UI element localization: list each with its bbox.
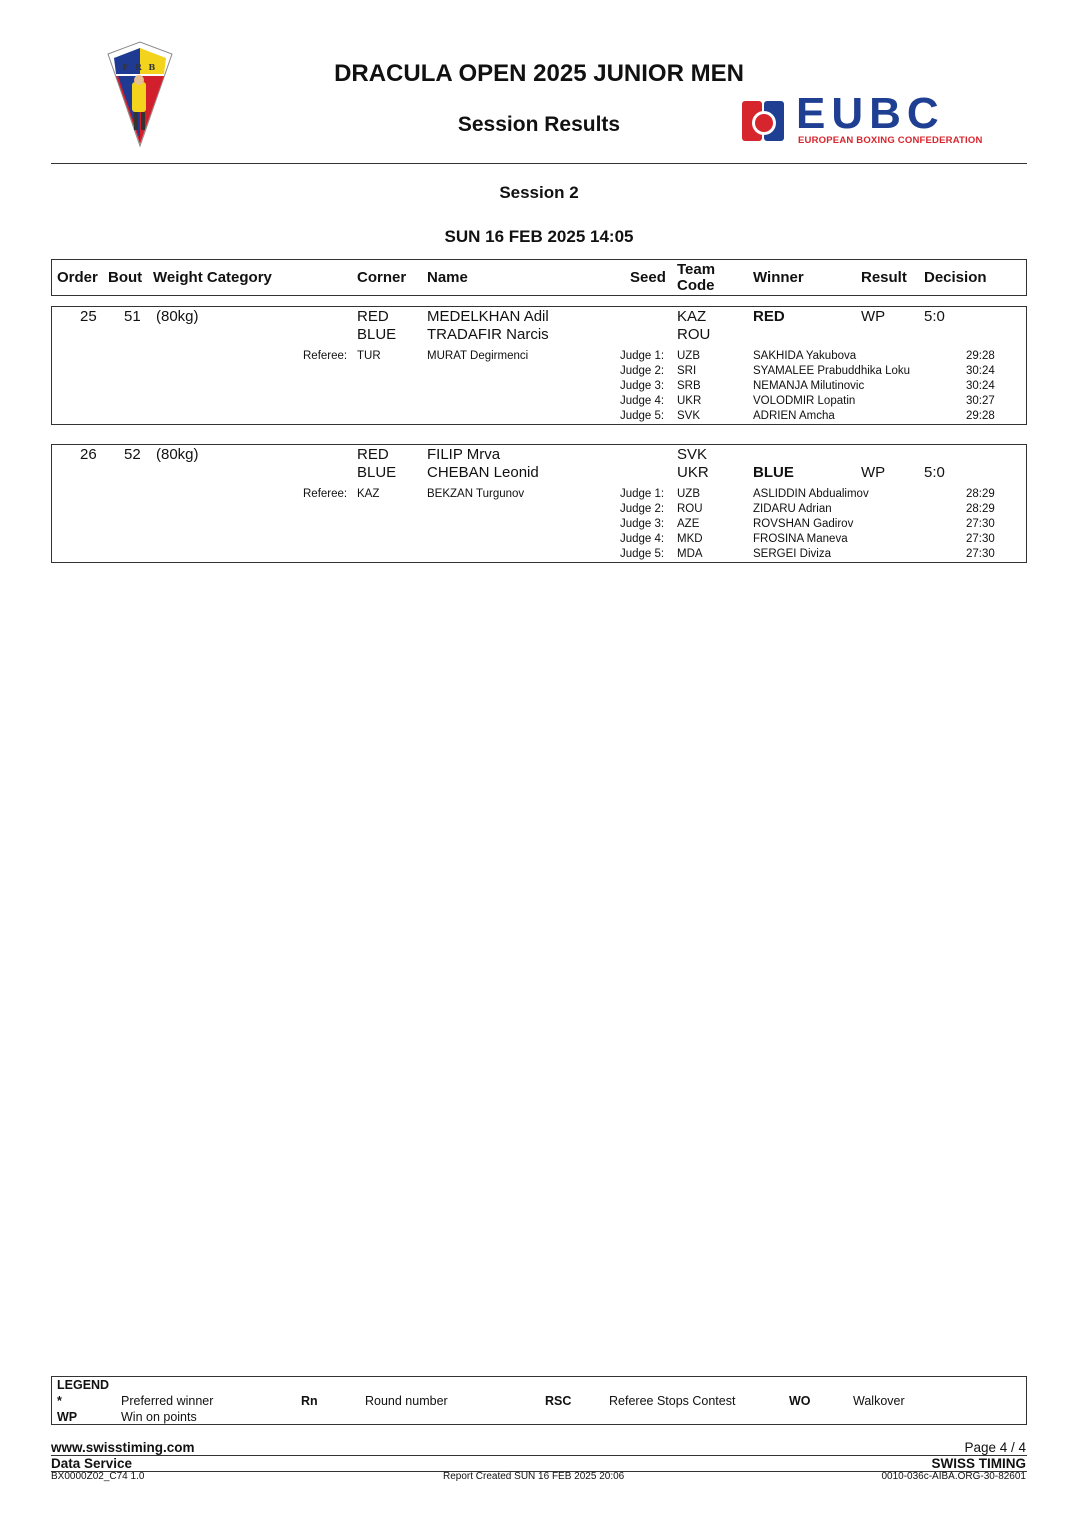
judge-score: 30:24: [966, 365, 995, 377]
judge-name: ZIDARU Adrian: [753, 503, 832, 515]
col-code: Code: [677, 277, 715, 294]
judge-score: 27:30: [966, 533, 995, 545]
red-corner: RED: [357, 446, 389, 463]
judge-name: VOLODMIR Lopatin: [753, 395, 856, 407]
referee-code: TUR: [357, 350, 381, 362]
judge-code: AZE: [677, 518, 700, 530]
judge-code: UKR: [677, 395, 702, 407]
red-team-code: KAZ: [677, 308, 707, 325]
col-seed: Seed: [630, 269, 666, 286]
judge-code: SVK: [677, 410, 701, 422]
judge-score: 27:30: [966, 548, 995, 560]
col-weight: Weight Category: [153, 269, 272, 286]
judge-name: ASLIDDIN Abdualimov: [753, 488, 869, 500]
blue-team-code: ROU: [677, 326, 711, 343]
legend-text: Referee Stops Contest: [609, 1394, 736, 1408]
result: WP: [861, 464, 886, 481]
legend-code: RSC: [545, 1394, 572, 1408]
col-team: Team: [677, 261, 716, 278]
blue-boxer-name: CHEBAN Leonid: [427, 464, 539, 481]
blue-corner: BLUE: [357, 464, 397, 481]
referee-name: BEKZAN Turgunov: [427, 488, 525, 500]
judge-score: 29:28: [966, 350, 995, 362]
judge-name: SAKHIDA Yakubova: [753, 350, 857, 362]
weight-category: (80kg): [156, 308, 199, 325]
judge-name: SERGEI Diviza: [753, 548, 831, 560]
legend-code: WP: [57, 1410, 78, 1424]
footer-ref-code: 0010-036c-AIBA.ORG-30-82601: [881, 1471, 1026, 1482]
col-winner: Winner: [753, 269, 804, 286]
judge-label: Judge 2:: [620, 503, 665, 515]
col-bout: Bout: [108, 269, 143, 286]
judge-score: 30:27: [966, 395, 995, 407]
eubc-logo: [740, 89, 1030, 147]
winner: RED: [753, 308, 785, 325]
legend-code: WO: [789, 1394, 811, 1408]
column-header: [51, 259, 1027, 296]
referee-name: MURAT Degirmenci: [427, 350, 529, 362]
judge-score: 28:29: [966, 488, 995, 500]
legend-code: *: [57, 1394, 62, 1408]
judge-label: Judge 5:: [620, 410, 665, 422]
session-label: Session 2: [499, 183, 579, 202]
referee-label: Referee:: [303, 350, 348, 362]
session-datetime: SUN 16 FEB 2025 14:05: [444, 227, 634, 246]
eubc-tagline: EUROPEAN BOXING CONFEDERATION: [798, 135, 983, 146]
judge-name: ROVSHAN Gadirov: [753, 518, 854, 530]
bout-number: 51: [124, 308, 141, 325]
judge-label: Judge 1:: [620, 488, 665, 500]
page-number: Page 4 / 4: [964, 1440, 1026, 1455]
referee-label: Referee:: [303, 488, 348, 500]
judge-name: NEMANJA Milutinovic: [753, 380, 865, 392]
col-corner: Corner: [357, 269, 407, 286]
blue-corner: BLUE: [357, 326, 397, 343]
decision: 5:0: [924, 308, 945, 325]
footer-doc-code: BX0000Z02_C74 1.0: [51, 1471, 145, 1482]
judge-score: 29:28: [966, 410, 995, 422]
judge-name: SYAMALEE Prabuddhika Loku: [753, 365, 911, 377]
judge-label: Judge 3:: [620, 518, 665, 530]
judge-code: UZB: [677, 350, 700, 362]
page-title: DRACULA OPEN 2025 JUNIOR MEN: [334, 60, 744, 87]
legend-title: LEGEND: [57, 1378, 110, 1392]
judge-code: UZB: [677, 488, 700, 500]
judge-score: 28:29: [966, 503, 995, 515]
col-result: Result: [861, 269, 907, 286]
blue-boxer-name: TRADAFIR Narcis: [427, 326, 549, 343]
red-corner: RED: [357, 308, 389, 325]
bout-block: [51, 306, 1027, 425]
bout-block: [51, 444, 1027, 563]
col-order: Order: [57, 269, 98, 286]
glove-icon: [740, 97, 788, 145]
weight-category: (80kg): [156, 446, 199, 463]
red-boxer-name: FILIP Mrva: [427, 446, 501, 463]
judge-code: MDA: [677, 548, 703, 560]
eubc-logo-text: EUBC: [796, 89, 945, 138]
judge-label: Judge 2:: [620, 365, 665, 377]
judge-label: Judge 5:: [620, 548, 665, 560]
blue-team-code: UKR: [677, 464, 709, 481]
referee-code: KAZ: [357, 488, 380, 500]
header-divider: [51, 163, 1027, 164]
legend-text: Round number: [365, 1394, 448, 1408]
judge-score: 27:30: [966, 518, 995, 530]
judge-code: MKD: [677, 533, 703, 545]
page-subtitle: Session Results: [457, 113, 621, 136]
col-decision: Decision: [924, 269, 987, 286]
judge-name: FROSINA Maneva: [753, 533, 848, 545]
decision: 5:0: [924, 464, 945, 481]
judge-code: ROU: [677, 503, 703, 515]
footer-website[interactable]: www.swisstiming.com: [51, 1440, 195, 1455]
winner: BLUE: [753, 464, 794, 481]
judge-code: SRI: [677, 365, 697, 377]
footer-divider: [51, 1455, 1027, 1456]
judge-name: ADRIEN Amcha: [753, 410, 835, 422]
legend-box: [51, 1376, 1027, 1425]
bout-number: 52: [124, 446, 141, 463]
frb-logo-letters: F R B: [122, 62, 158, 72]
footer-brand: SWISS TIMING: [931, 1456, 1026, 1471]
legend-text: Walkover: [853, 1394, 905, 1408]
legend-code: Rn: [301, 1394, 318, 1408]
result: WP: [861, 308, 886, 325]
col-name: Name: [427, 269, 468, 286]
judge-label: Judge 4:: [620, 533, 665, 545]
footer-report-created: Report Created SUN 16 FEB 2025 20:06: [443, 1471, 625, 1482]
judge-score: 30:24: [966, 380, 995, 392]
judge-label: Judge 1:: [620, 350, 665, 362]
red-boxer-name: MEDELKHAN Adil: [427, 308, 549, 325]
red-team-code: SVK: [677, 446, 708, 463]
judge-label: Judge 4:: [620, 395, 665, 407]
bout-order: 26: [80, 446, 97, 463]
footer-data-service: Data Service: [51, 1456, 133, 1471]
bout-order: 25: [80, 308, 97, 325]
judge-label: Judge 3:: [620, 380, 665, 392]
legend-text: Win on points: [121, 1410, 197, 1424]
judge-code: SRB: [677, 380, 701, 392]
legend-text: Preferred winner: [121, 1394, 214, 1408]
